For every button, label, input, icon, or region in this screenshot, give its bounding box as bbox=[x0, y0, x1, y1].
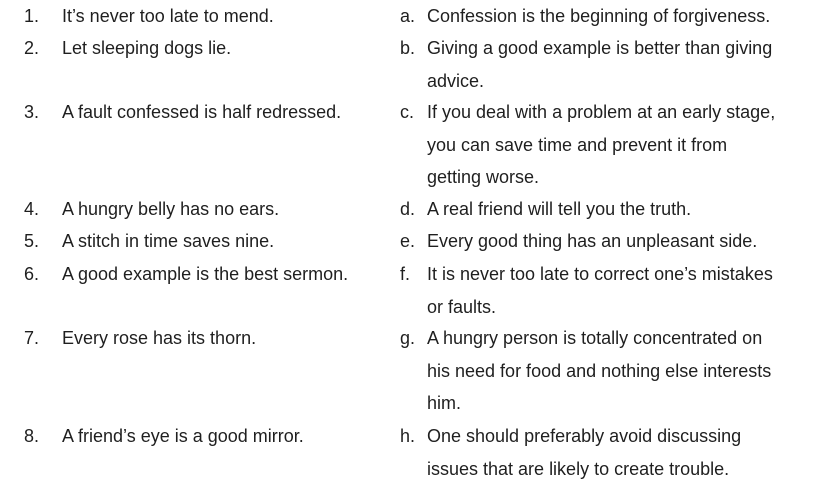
proverb-text: A hungry belly has no ears. bbox=[62, 199, 280, 219]
proverb-number: 3. bbox=[24, 102, 40, 122]
meaning-line: It is never too late to correct one’s mistakes bbox=[427, 264, 773, 284]
meaning-letter: d. bbox=[400, 199, 416, 219]
meaning-line: him. bbox=[427, 393, 462, 413]
proverb-item-8 bbox=[24, 420, 304, 453]
proverb-number: 5. bbox=[24, 231, 40, 251]
proverb-item-1 bbox=[24, 0, 274, 33]
proverb-text: Every rose has its thorn. bbox=[62, 328, 257, 348]
meaning-item-d bbox=[400, 193, 691, 226]
meaning-letter: f. bbox=[400, 264, 411, 284]
meaning-letter: c. bbox=[400, 102, 415, 122]
meaning-letter: e. bbox=[400, 231, 416, 251]
proverb-item-4 bbox=[24, 193, 279, 226]
meaning-line: issues that are likely to create trouble. bbox=[427, 458, 730, 479]
proverb-text: A stitch in time saves nine. bbox=[62, 231, 275, 251]
proverb-item-3 bbox=[24, 96, 341, 129]
proverb-item-5 bbox=[24, 225, 274, 258]
meaning-line: Giving a good example is better than giving bbox=[427, 38, 773, 58]
proverb-text: A fault confessed is half redressed. bbox=[62, 102, 342, 122]
proverb-number: 6. bbox=[24, 264, 40, 284]
meaning-line: If you deal with a problem at an early stage, bbox=[427, 102, 776, 122]
proverb-number: 1. bbox=[24, 6, 40, 26]
meaning-line: A hungry person is totally concentrated on bbox=[427, 328, 763, 348]
proverb-number: 8. bbox=[24, 426, 40, 446]
meaning-line: advice. bbox=[427, 70, 485, 91]
proverb-item-6 bbox=[24, 258, 348, 291]
meaning-item-h bbox=[400, 420, 741, 485]
proverb-number: 7. bbox=[24, 328, 40, 348]
proverb-text: It’s never too late to mend. bbox=[62, 6, 274, 26]
meaning-line: his need for food and nothing else interests bbox=[427, 360, 772, 381]
proverb-item-2 bbox=[24, 32, 231, 65]
meaning-line: Confession is the beginning of forgiveness. bbox=[427, 6, 771, 26]
proverb-item-7 bbox=[24, 322, 256, 355]
meaning-line: you can save time and prevent it from bbox=[427, 134, 728, 155]
meaning-item-b bbox=[400, 32, 772, 97]
meaning-line: One should preferably avoid discussing bbox=[427, 426, 742, 446]
meaning-item-a bbox=[400, 0, 770, 33]
meaning-item-f bbox=[400, 258, 773, 323]
meaning-letter: b. bbox=[400, 38, 416, 58]
meaning-line: or faults. bbox=[427, 296, 497, 317]
meaning-letter: g. bbox=[400, 328, 416, 348]
meaning-item-c bbox=[400, 96, 775, 194]
meaning-item-e bbox=[400, 225, 757, 258]
meaning-letter: a. bbox=[400, 6, 416, 26]
proverb-number: 2. bbox=[24, 38, 40, 58]
proverb-text: Let sleeping dogs lie. bbox=[62, 38, 232, 58]
meaning-item-g bbox=[400, 322, 771, 420]
proverb-number: 4. bbox=[24, 199, 40, 219]
meaning-line: Every good thing has an unpleasant side. bbox=[427, 231, 758, 251]
proverb-text: A good example is the best sermon. bbox=[62, 264, 349, 284]
meaning-letter: h. bbox=[400, 426, 416, 446]
meaning-line: A real friend will tell you the truth. bbox=[427, 199, 692, 219]
proverb-text: A friend’s eye is a good mirror. bbox=[62, 426, 304, 446]
meaning-line: getting worse. bbox=[427, 167, 540, 187]
